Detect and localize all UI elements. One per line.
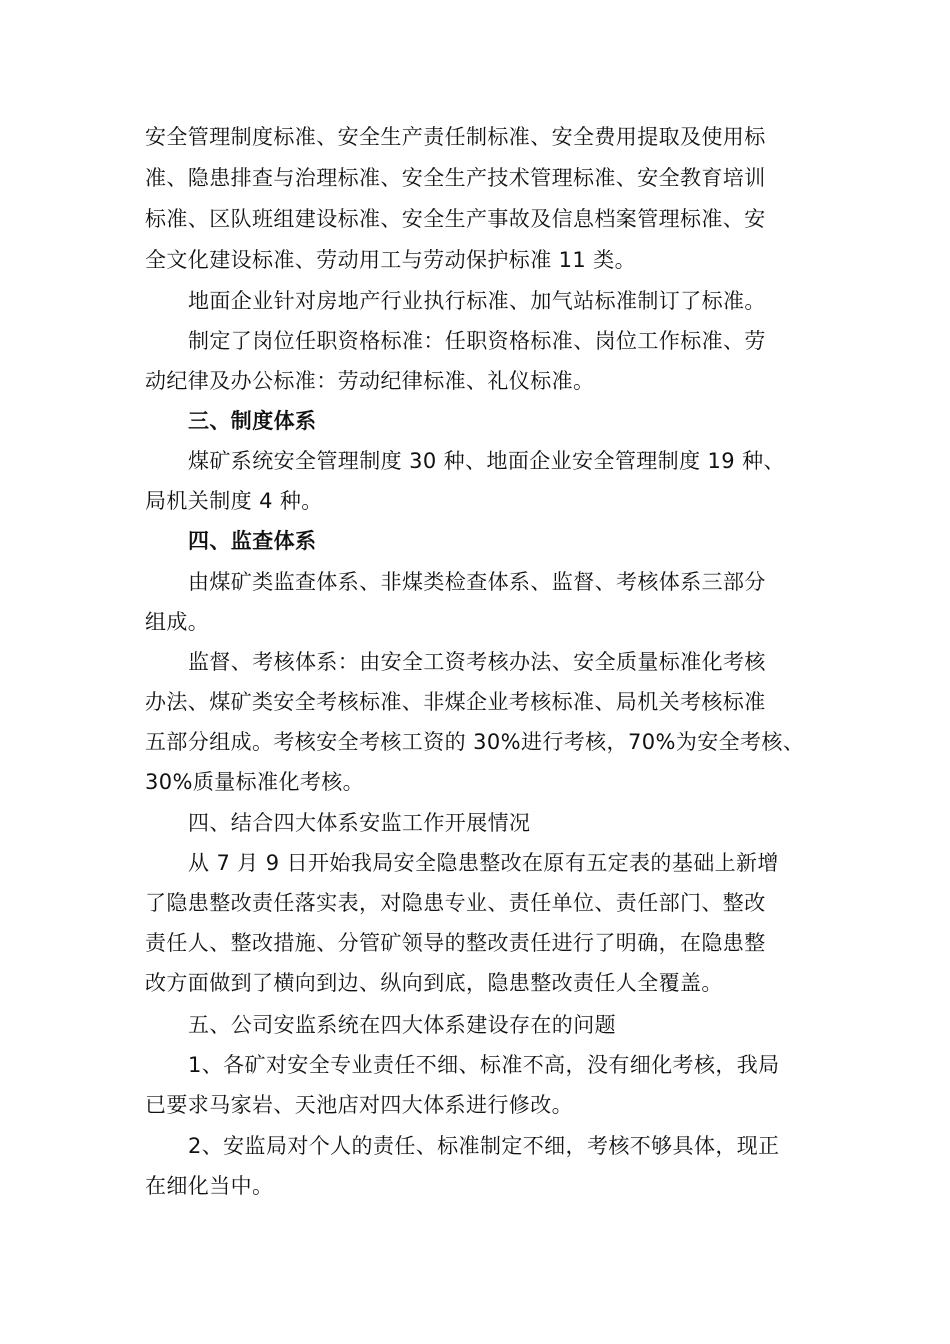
text-line: 制定了岗位任职资格标准：任职资格标准、岗位工作标准、劳 [188,329,766,353]
text-line: 改方面做到了横向到边、纵向到底，隐患整改责任人全覆盖。 [145,971,723,995]
text-line: 五部分组成。考核安全考核工资的 30%进行考核，70%为安全考核、 [145,730,805,754]
text-line: 煤矿系统安全管理制度 30 种、地面企业安全管理制度 19 种、 [188,449,785,473]
text-line: 监督、考核体系：由安全工资考核办法、安全质量标准化考核 [188,650,766,674]
section-heading: 四、监查体系 [188,529,317,553]
text-line: 动纪律及办公标准：劳动纪律标准、礼仪标准。 [145,369,595,393]
text-line: 办法、煤矿类安全考核标准、非煤企业考核标准、局机关考核标准 [145,690,766,714]
text-line: 2、安监局对个人的责任、标准制定不细，考核不够具体，现正 [188,1134,780,1158]
text-line: 1、各矿对安全专业责任不细、标准不高，没有细化考核，我局 [188,1053,780,1077]
text-line: 安全管理制度标准、安全生产责任制标准、安全费用提取及使用标 [145,125,766,149]
text-line: 组成。 [145,610,210,634]
text-line: 局机关制度 4 种。 [145,489,323,513]
text-line: 30%质量标准化考核。 [145,770,365,794]
text-line: 从 7 月 9 日开始我局安全隐患整改在原有五定表的基础上新增 [188,851,779,875]
section-heading: 四、结合四大体系安监工作开展情况 [188,811,531,835]
text-line: 全文化建设标准、劳动用工与劳动保护标准 11 类。 [145,248,637,272]
text-line: 准、隐患排查与治理标准、安全生产技术管理标准、安全教育培训 [145,166,766,190]
text-line: 地面企业针对房地产行业执行标准、加气站标准制订了标准。 [188,289,766,313]
text-line: 已要求马家岩、天池店对四大体系进行修改。 [145,1093,573,1117]
text-line: 由煤矿类监查体系、非煤类检查体系、监督、考核体系三部分 [188,570,766,594]
text-line: 标准、区队班组建设标准、安全生产事故及信息档案管理标准、安 [145,207,766,231]
section-heading: 三、制度体系 [188,409,317,433]
text-line: 了隐患整改责任落实表，对隐患专业、责任单位、责任部门、整改 [145,891,766,915]
section-heading: 五、公司安监系统在四大体系建设存在的问题 [188,1013,616,1037]
text-line: 责任人、整改措施、分管矿领导的整改责任进行了明确，在隐患整 [145,931,766,955]
text-line: 在细化当中。 [145,1174,274,1198]
